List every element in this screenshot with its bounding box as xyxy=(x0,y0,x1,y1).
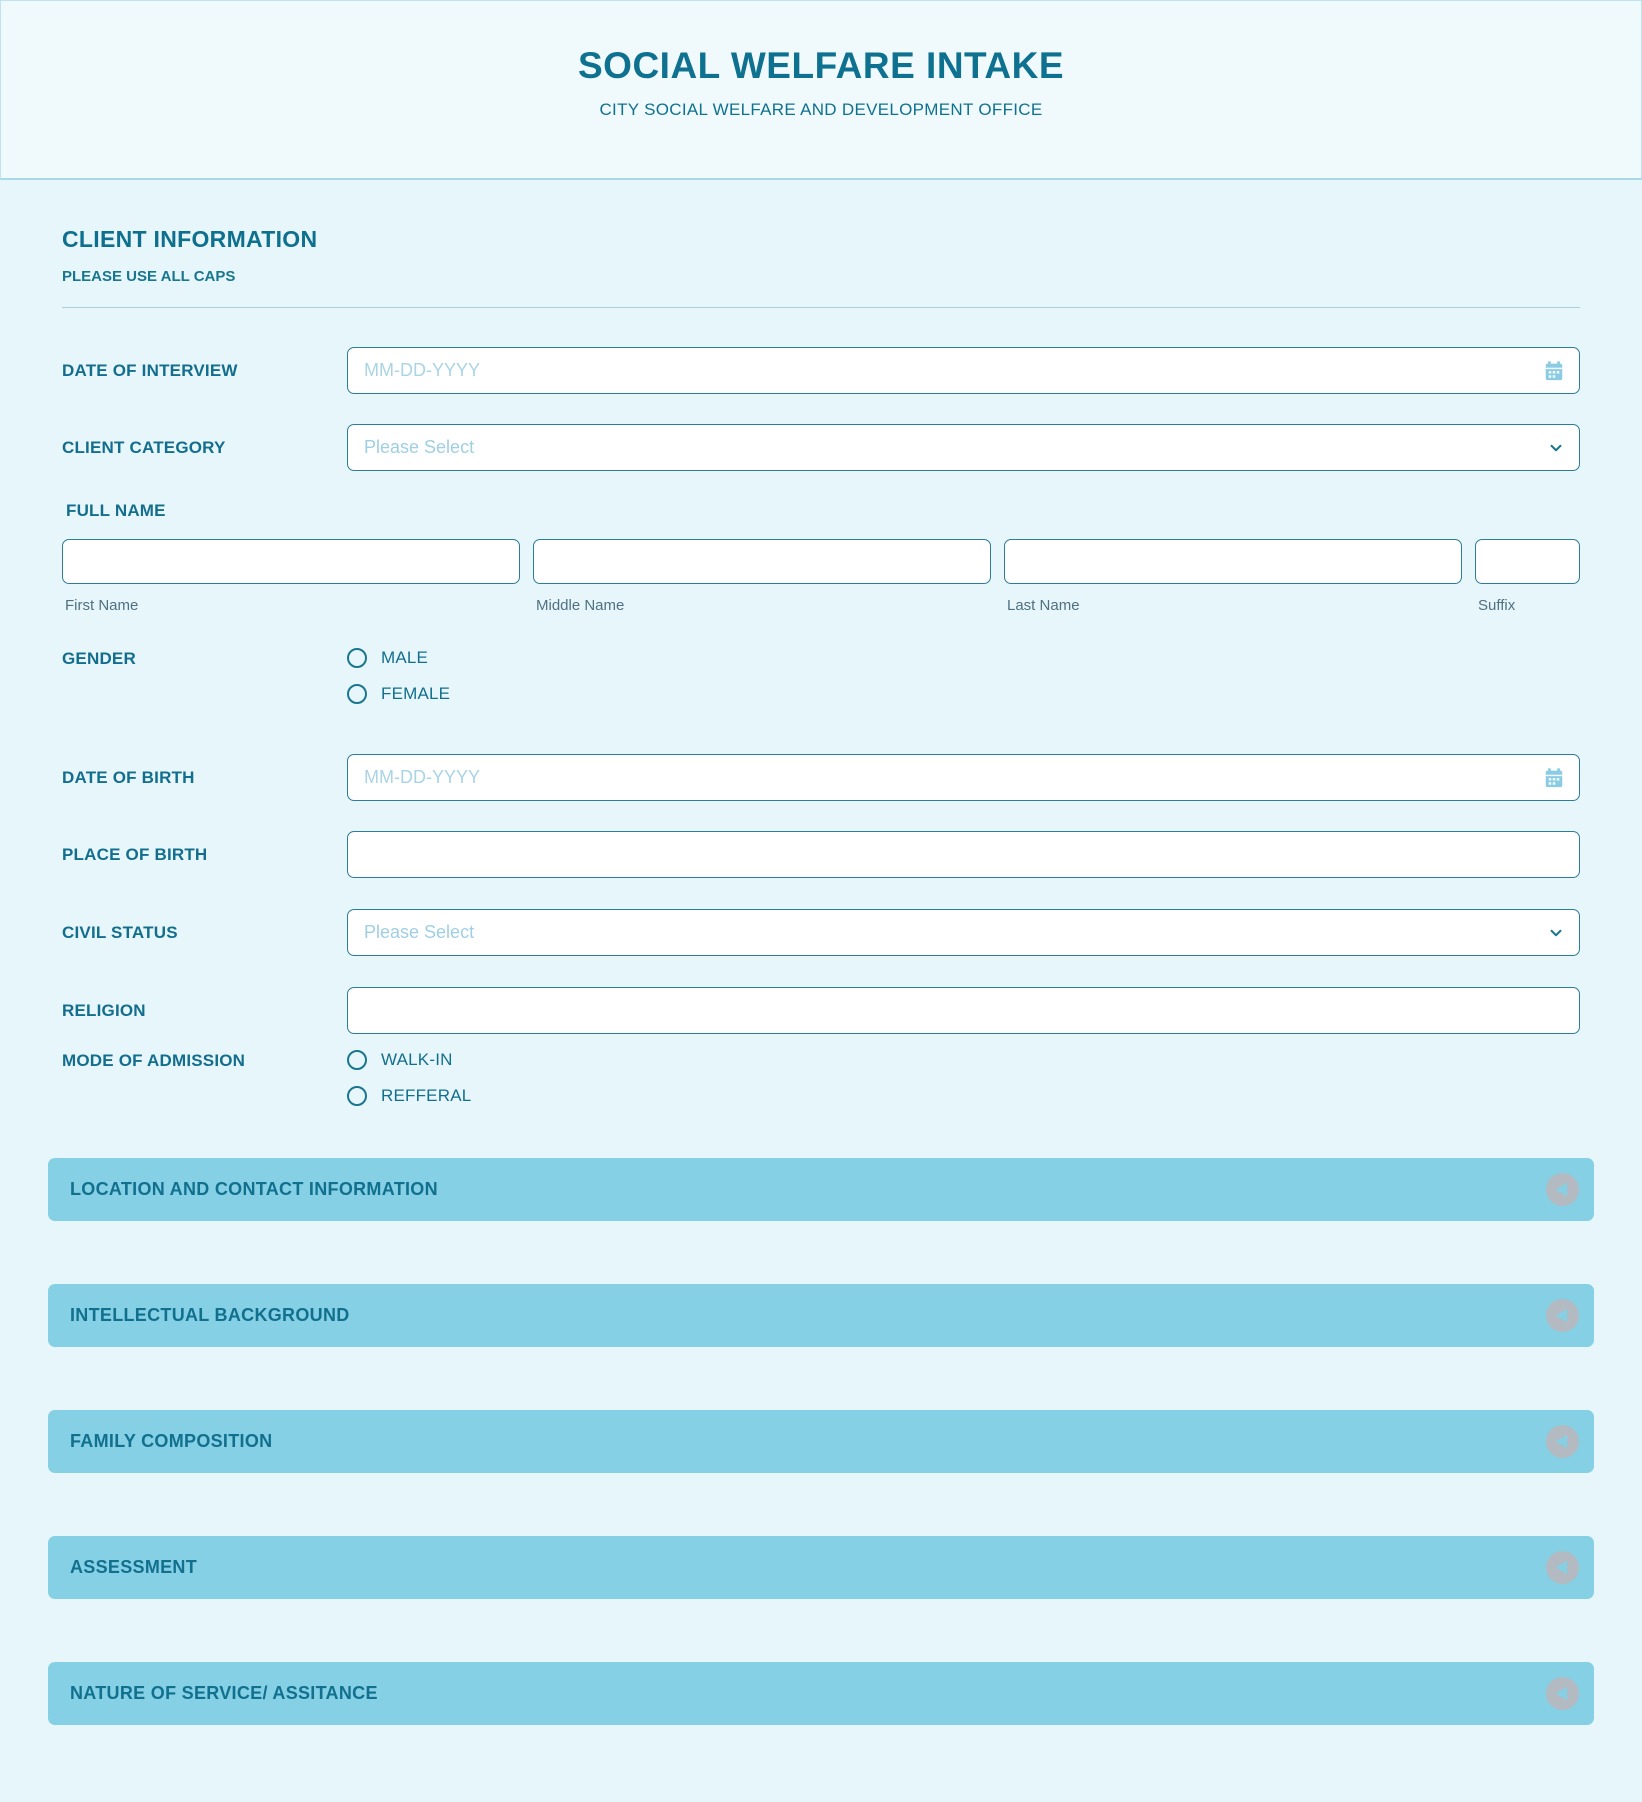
row-date-of-interview xyxy=(62,347,1580,394)
radio-refferal[interactable] xyxy=(347,1086,1580,1106)
suffix-sublabel: Suffix xyxy=(1478,597,1516,614)
accordion-family-composition[interactable] xyxy=(48,1410,1594,1473)
religion-label: RELIGION xyxy=(62,1000,146,1020)
collapse-toggle-icon[interactable] xyxy=(1546,1551,1579,1584)
section-title: CLIENT INFORMATION xyxy=(62,226,318,252)
middle-name-input[interactable] xyxy=(533,539,991,584)
accordion-intellectual-background[interactable] xyxy=(48,1284,1594,1347)
collapse-toggle-icon[interactable] xyxy=(1546,1173,1579,1206)
religion-input[interactable] xyxy=(347,987,1580,1034)
calendar-icon[interactable] xyxy=(1543,767,1565,789)
place-of-birth-input[interactable] xyxy=(347,831,1580,878)
mode-of-admission-label: MODE OF ADMISSION xyxy=(62,1051,246,1070)
calendar-icon[interactable] xyxy=(1543,360,1565,382)
full-name-label: FULL NAME xyxy=(66,501,166,520)
page-subtitle: CITY SOCIAL WELFARE AND DEVELOPMENT OFFICE xyxy=(599,100,1043,119)
first-name-sublabel: First Name xyxy=(65,597,139,614)
suffix-input[interactable] xyxy=(1475,539,1580,584)
civil-status-select[interactable]: Please Select xyxy=(347,909,1580,956)
full-name-group xyxy=(62,501,1580,614)
collapse-toggle-icon[interactable] xyxy=(1546,1299,1579,1332)
radio-refferal-label: REFFERAL xyxy=(381,1086,472,1105)
date-of-interview-input[interactable] xyxy=(347,347,1580,394)
chevron-down-icon xyxy=(1547,439,1565,457)
chevron-down-icon xyxy=(1547,924,1565,942)
radio-female-circle[interactable] xyxy=(347,684,367,704)
civil-status-label: CIVIL STATUS xyxy=(62,922,178,942)
radio-female[interactable] xyxy=(347,684,1580,704)
page-title: SOCIAL WELFARE INTAKE xyxy=(577,45,1065,86)
radio-walk-in-circle[interactable] xyxy=(347,1050,367,1070)
row-client-category xyxy=(62,424,1580,471)
radio-refferal-circle[interactable] xyxy=(347,1086,367,1106)
accordion-assessment[interactable] xyxy=(48,1536,1594,1599)
radio-male-label: MALE xyxy=(381,648,429,667)
last-name-sublabel: Last Name xyxy=(1007,597,1080,614)
accordion-label: FAMILY COMPOSITION xyxy=(70,1431,273,1451)
accordion-label: ASSESSMENT xyxy=(70,1557,198,1577)
gender-label: GENDER xyxy=(62,649,136,668)
place-of-birth-label: PLACE OF BIRTH xyxy=(62,844,208,864)
date-of-birth-label: DATE OF BIRTH xyxy=(62,767,195,787)
row-civil-status xyxy=(62,909,1580,956)
accordion-label: LOCATION AND CONTACT INFORMATION xyxy=(70,1179,438,1199)
client-category-select[interactable]: Please Select xyxy=(347,424,1580,471)
row-place-of-birth xyxy=(62,831,1580,878)
row-gender xyxy=(62,648,1580,704)
collapse-toggle-icon[interactable] xyxy=(1546,1425,1579,1458)
date-of-interview-label: DATE OF INTERVIEW xyxy=(62,360,238,380)
client-category-label: CLIENT CATEGORY xyxy=(62,437,226,457)
radio-walk-in[interactable] xyxy=(347,1050,1580,1070)
accordion-label: NATURE OF SERVICE/ ASSITANCE xyxy=(70,1683,378,1703)
form-body xyxy=(0,226,1642,1725)
section-divider xyxy=(62,307,1580,308)
accordion-location-contact[interactable] xyxy=(48,1158,1594,1221)
middle-name-sublabel: Middle Name xyxy=(536,597,625,614)
accordion-nature-of-service[interactable] xyxy=(48,1662,1594,1725)
radio-walk-in-label: WALK-IN xyxy=(381,1050,453,1069)
radio-female-label: FEMALE xyxy=(381,684,451,703)
collapse-toggle-icon[interactable] xyxy=(1546,1677,1579,1710)
date-of-birth-input[interactable] xyxy=(347,754,1580,801)
collapsed-sections xyxy=(48,1158,1594,1725)
row-religion xyxy=(62,987,1580,1034)
last-name-input[interactable] xyxy=(1004,539,1462,584)
accordion-label: INTELLECTUAL BACKGROUND xyxy=(70,1305,350,1325)
form-header xyxy=(0,0,1642,180)
radio-male[interactable] xyxy=(347,648,1580,668)
radio-male-circle[interactable] xyxy=(347,648,367,668)
first-name-input[interactable] xyxy=(62,539,520,584)
row-date-of-birth xyxy=(62,754,1580,801)
row-mode-of-admission xyxy=(62,1050,1580,1106)
section-note: PLEASE USE ALL CAPS xyxy=(62,268,236,285)
